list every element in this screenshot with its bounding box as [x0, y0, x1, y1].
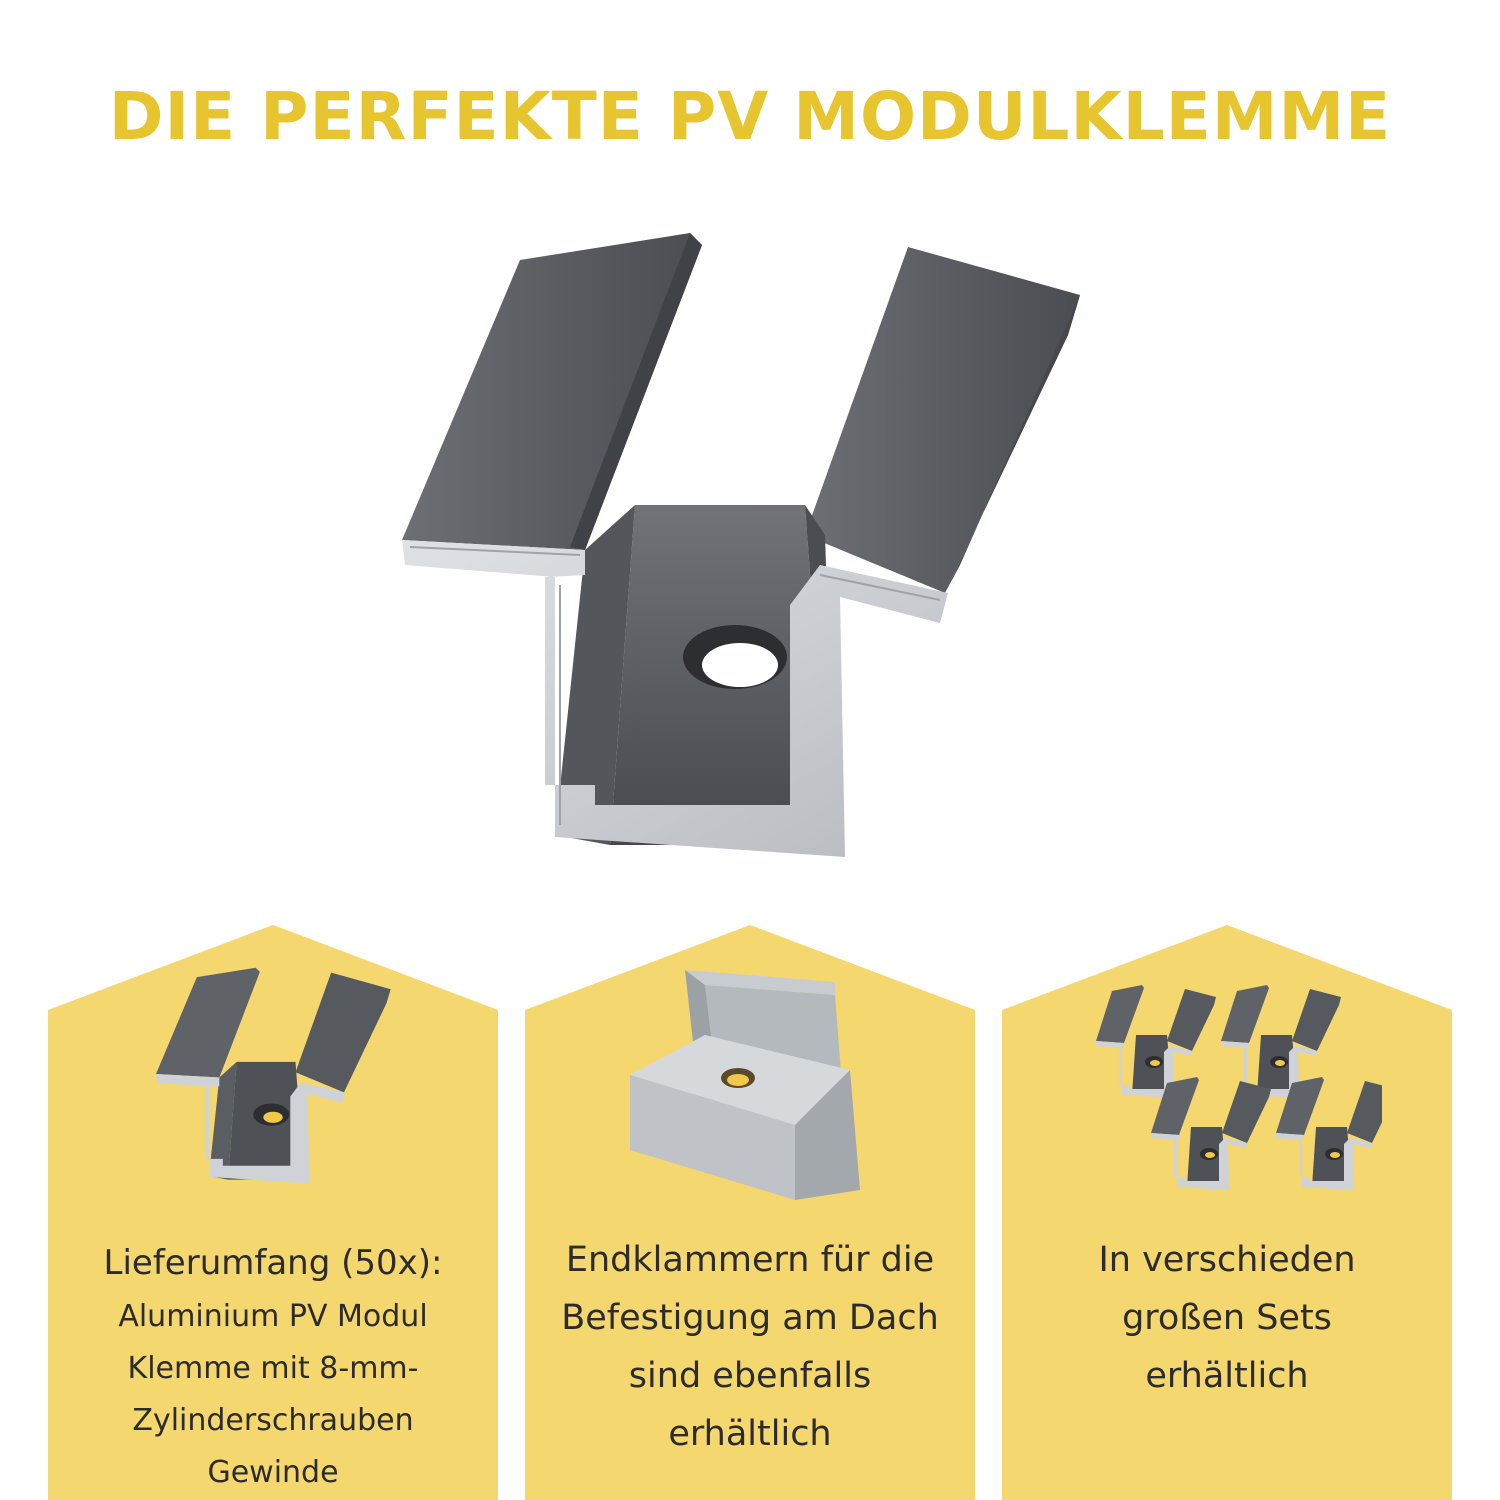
card-line: Zylinderschrauben: [132, 1403, 414, 1438]
end-clamp-image: [620, 960, 880, 1200]
card-line: erhältlich: [1145, 1356, 1309, 1396]
card-line: Klemme mit 8-mm-: [127, 1351, 419, 1386]
card-heading: Lieferumfang (50x):: [103, 1243, 443, 1283]
card-line: erhältlich: [668, 1414, 832, 1454]
card-line: sind ebenfalls: [628, 1356, 872, 1396]
middle-clamp-thumbnail: [148, 965, 398, 1190]
card-line: Aluminium PV Modul: [118, 1299, 428, 1334]
clamp-set-image: [1092, 985, 1382, 1195]
card-line: Endklammern für die: [565, 1240, 935, 1280]
card-line: großen Sets: [1122, 1298, 1332, 1338]
card-line: In verschieden: [1098, 1240, 1356, 1280]
card-line: Befestigung am Dach: [561, 1298, 939, 1338]
page-title: DIE PERFEKTE PV MODULKLEMME: [108, 78, 1392, 155]
feature-card-scope: [48, 925, 498, 1500]
feature-card-end-clamps: [525, 925, 975, 1500]
card-line: Gewinde: [207, 1455, 339, 1490]
feature-card-sets: [1002, 925, 1452, 1500]
middle-clamp-image: [380, 225, 1100, 875]
